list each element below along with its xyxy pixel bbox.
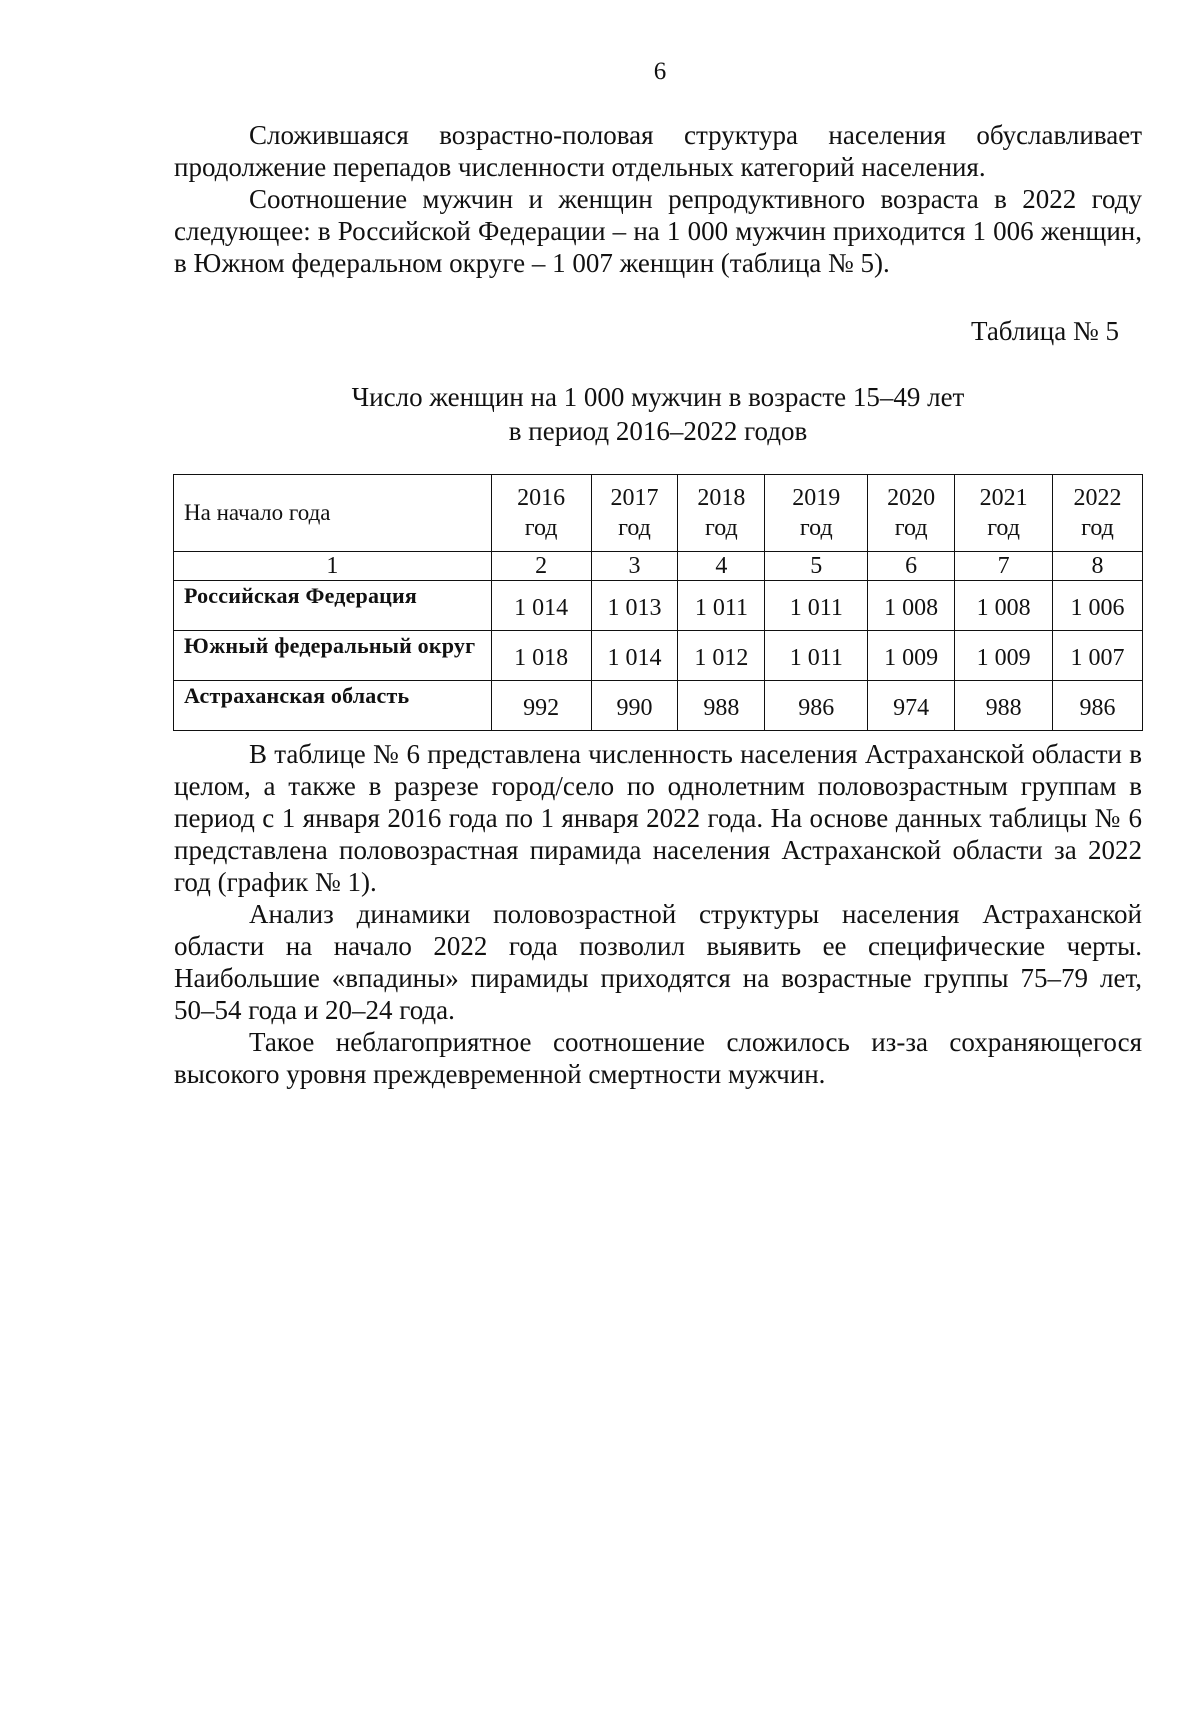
value-cell: 1 008 (955, 581, 1053, 631)
value-cell: 990 (591, 681, 678, 731)
table-title-line: в период 2016–2022 годов (508, 416, 808, 446)
header-cell-year (868, 475, 955, 552)
header-cell-year (591, 475, 678, 552)
value-cell: 1 014 (491, 581, 591, 631)
value-cell: 1 018 (491, 631, 591, 681)
table-title (174, 380, 1142, 448)
year: 2022 (1073, 485, 1122, 511)
paragraph: Соотношение мужчин и женщин репродуктивного возраста в 2022 году следующее: в Российской Федерации – на 1 000 мужчин приходится 1 006 женщин, в Южном федеральном округе – 1 007 женщин (таблица № 5). (174, 184, 1142, 278)
value-cell: 1 009 (868, 631, 955, 681)
value-cell: 1 008 (868, 581, 955, 631)
value-cell: 988 (955, 681, 1053, 731)
header-cell: На начало года (174, 475, 492, 552)
table-row (174, 581, 1143, 631)
year-unit: год (705, 515, 738, 541)
value-cell: 974 (868, 681, 955, 731)
table-header-row (174, 475, 1143, 552)
table-row (174, 631, 1143, 681)
value-cell: 1 012 (678, 631, 765, 681)
header-cell-year (491, 475, 591, 552)
intro-text (174, 119, 1142, 279)
year: 2021 (979, 485, 1028, 511)
paragraph: В таблице № 6 представлена численность населения Астраханской области в целом, а также в разрезе город/село по однолетним половозрастным группам в период с 1 января 2016 года по 1 января 2022 года. На основе данных таблицы № 6 представлена половозрастная пирамида населения Астраханской области за 2022 год (график № 1). (174, 739, 1142, 897)
page-number: 6 (653, 58, 667, 85)
header-cell-year (678, 475, 765, 552)
value-cell: 1 011 (678, 581, 765, 631)
table-label: Таблица № 5 (971, 316, 1119, 346)
table-title-line: Число женщин на 1 000 мужчин в возрасте 15–49 лет (351, 382, 965, 412)
column-number: 3 (591, 552, 678, 581)
region-name: Южный федеральный округ (174, 631, 492, 681)
year: 2019 (792, 485, 841, 511)
year-unit: год (618, 515, 651, 541)
column-number: 2 (491, 552, 591, 581)
column-number: 1 (174, 552, 492, 581)
year: 2017 (610, 485, 659, 511)
value-cell: 988 (678, 681, 765, 731)
year-unit: год (799, 515, 833, 541)
year: 2020 (887, 485, 936, 511)
value-cell: 1 011 (765, 581, 868, 631)
table-row (174, 681, 1143, 731)
year-unit: год (1081, 515, 1114, 541)
header-cell-year (765, 475, 868, 552)
value-cell: 986 (765, 681, 868, 731)
header-cell-year (955, 475, 1053, 552)
column-number: 4 (678, 552, 765, 581)
year-unit: год (987, 515, 1020, 541)
year: 2018 (697, 485, 746, 511)
column-number: 8 (1053, 552, 1143, 581)
value-cell: 1 006 (1053, 581, 1143, 631)
data-table (173, 474, 1143, 731)
value-cell: 992 (491, 681, 591, 731)
column-number: 6 (868, 552, 955, 581)
column-number: 5 (765, 552, 868, 581)
value-cell: 986 (1053, 681, 1143, 731)
year-unit: год (524, 515, 558, 541)
analysis-text (174, 738, 1142, 1090)
year-unit: год (894, 515, 928, 541)
paragraph: Анализ динамики половозрастной структуры населения Астраханской области на начало 2022 года позволил выявить ее специфические черты. Наибольшие «впадины» пирамиды приходятся на возрастные группы 75–79 лет, 50–54 года и 20–24 года. (174, 899, 1142, 1025)
value-cell: 1 013 (591, 581, 678, 631)
value-cell: 1 014 (591, 631, 678, 681)
value-cell: 1 011 (765, 631, 868, 681)
column-number-row (174, 552, 1143, 581)
year: 2016 (517, 485, 566, 511)
value-cell: 1 009 (955, 631, 1053, 681)
region-name: Российская Федерация (174, 581, 492, 631)
header-cell-year (1053, 475, 1143, 552)
region-name: Астраханская область (174, 681, 492, 731)
paragraph: Сложившаяся возрастно-половая структура населения обуславливает продолжение перепадов численности отдельных категорий населения. (174, 120, 1142, 182)
column-number: 7 (955, 552, 1053, 581)
value-cell: 1 007 (1053, 631, 1143, 681)
paragraph: Такое неблагоприятное соотношение сложилось из-за сохраняющегося высокого уровня преждевременной смертности мужчин. (174, 1027, 1142, 1089)
